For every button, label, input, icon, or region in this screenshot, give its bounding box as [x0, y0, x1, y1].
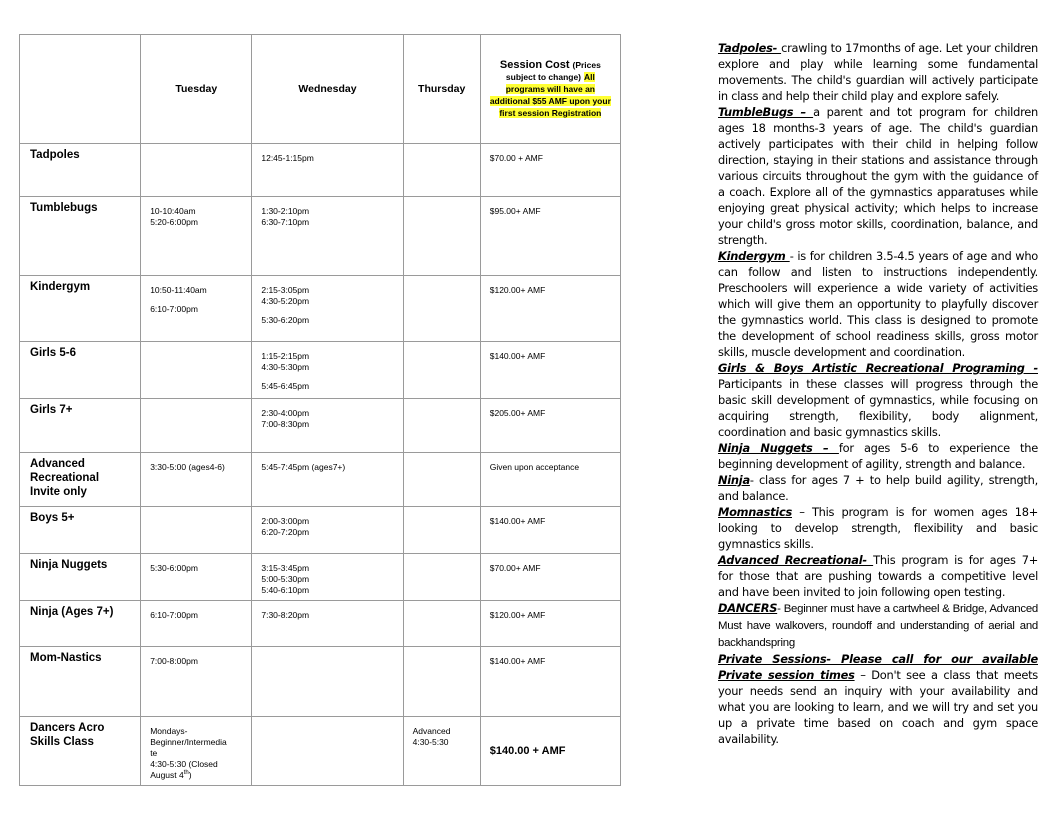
thursday-times	[403, 276, 480, 342]
header-thursday: Thursday	[403, 35, 480, 144]
description-text: for ages 5-6 to experience the beginning development of agility, strength and balance.	[718, 441, 1038, 471]
cost-note: (Prices subject to change)	[505, 59, 601, 83]
time-slot: Mondays-	[150, 726, 188, 737]
session-cost: $205.00+ AMF	[480, 399, 620, 453]
time-slot	[261, 373, 393, 381]
time-slot: 10-10:40am	[150, 206, 196, 216]
table-row	[20, 342, 621, 399]
description-title: Ninja Nuggets –	[718, 441, 839, 455]
time-slot: 6:20-7:20pm	[261, 527, 310, 538]
description-title: Momnastics	[718, 505, 792, 519]
time-slot: 5:20-6:00pm	[150, 217, 198, 228]
wednesday-times	[252, 601, 403, 647]
time-slot	[150, 296, 242, 304]
time-slot: 5:30-6:00pm	[150, 563, 198, 573]
table-row	[20, 507, 621, 554]
description-text: crawling to 17months of age. Let your children explore and play while learning some fundamental movements. The child's guardian will actively participate in class and help their child play and explore safely.	[718, 41, 1039, 103]
time-slot: 6:10-7:00pm	[150, 610, 198, 621]
description-paragraph	[718, 440, 1038, 472]
description-text: - Beginner must have a cartwheel & Bridge, Advanced Must have walkovers, roundoff and understanding of aerial and backhandspring	[718, 603, 1038, 649]
time-slot: 5:45-7:45pm (ages7+)	[261, 462, 346, 472]
time-slot: 6:10-7:00pm	[150, 304, 198, 315]
program-name: Dancers Acro Skills Class	[20, 717, 141, 786]
time-slot: 6:30-7:10pm	[261, 217, 310, 228]
thursday-times	[403, 507, 480, 554]
session-cost: $70.00 + AMF	[480, 144, 620, 197]
table-row	[20, 647, 621, 717]
wednesday-times	[252, 507, 403, 554]
description-title: TumbleBugs –	[718, 105, 814, 119]
thursday-times	[403, 453, 480, 507]
time-slot: 4:30-5:20pm	[261, 296, 310, 307]
tuesday-times	[141, 144, 252, 197]
time-slot: 5:45-6:45pm	[261, 381, 310, 392]
header-program	[20, 35, 141, 144]
description-paragraph	[718, 472, 1038, 504]
header-wednesday: Wednesday	[252, 35, 403, 144]
description-paragraph	[718, 600, 1038, 651]
table-row	[20, 554, 621, 601]
description-title: DANCERS	[718, 601, 778, 615]
program-name: Tadpoles	[20, 144, 141, 197]
time-slot	[150, 770, 242, 781]
wednesday-times	[252, 342, 403, 399]
wednesday-times	[252, 647, 403, 717]
description-title: Private Sessions- Please call for our available Private session times	[718, 652, 1038, 682]
time-slot: 4:30-5:30pm	[261, 362, 310, 373]
wednesday-times	[252, 197, 403, 276]
description-paragraph	[718, 651, 1038, 747]
description-paragraph	[718, 40, 1038, 104]
session-cost: $120.00+ AMF	[480, 601, 620, 647]
description-title: Girls & Boys Artistic Recreational Programing -	[718, 361, 1038, 375]
time-slot: 5:30-6:20pm	[261, 315, 310, 326]
session-cost: Given upon acceptance	[480, 453, 620, 507]
session-cost: $95.00+ AMF	[480, 197, 620, 276]
time-slot: 4:30-5:30 (Closed	[150, 759, 218, 770]
description-text: – This program is for women ages 18+ looking to develop strength, flexibility and basic gymnastics skills.	[718, 505, 1038, 551]
wednesday-times	[252, 453, 403, 507]
program-name: Girls 7+	[20, 399, 141, 453]
session-cost: $70.00+ AMF	[480, 554, 620, 601]
time-slot: 1:15-2:15pm	[261, 351, 310, 361]
time-slot: 5:40-6:10pm	[261, 585, 310, 596]
description-paragraph	[718, 552, 1038, 600]
description-title: Tadpoles-	[718, 41, 782, 55]
program-name: Ninja (Ages 7+)	[20, 601, 141, 647]
program-descriptions	[718, 40, 1038, 747]
wednesday-times	[252, 144, 403, 197]
time-slot: 10:50-11:40am	[150, 285, 207, 295]
description-paragraph	[718, 104, 1038, 248]
time-slot: 4:30-5:30	[412, 737, 449, 748]
description-paragraph	[718, 504, 1038, 552]
description-text: Participants in these classes will progress through the basic skill development of gymnastics, while focusing on acquiring strength, flexibility, body alignment, coordination and basic gymnastics skills.	[718, 377, 1038, 439]
table-row	[20, 453, 621, 507]
program-name: Advanced Recreational Invite only	[20, 453, 141, 507]
tuesday-times	[141, 601, 252, 647]
time-slot: 2:00-3:00pm	[261, 516, 310, 526]
thursday-times	[403, 717, 480, 786]
wednesday-times	[252, 717, 403, 786]
tuesday-times	[141, 717, 252, 786]
wednesday-times	[252, 554, 403, 601]
time-slot: 7:30-8:20pm	[261, 610, 310, 621]
cost-amf-highlight: All programs will have an additional $55 AMF upon your first session Registration	[489, 72, 611, 119]
thursday-times	[403, 399, 480, 453]
session-cost: $120.00+ AMF	[480, 276, 620, 342]
header-tuesday: Tuesday	[141, 35, 252, 144]
description-text: - class for ages 7 + to help build agility, strength, and balance.	[718, 473, 1038, 503]
table-row	[20, 276, 621, 342]
wednesday-times	[252, 399, 403, 453]
description-text: – Don't see a class that meets your needs send an inquiry with your availability and what you are looking to learn, and we will try and set you up a private time based on coach and gym space availability.	[718, 668, 1038, 746]
tuesday-times	[141, 399, 252, 453]
description-text: - is for children 3.5-4.5 years of age and who can follow and listen to instructions independently. Preschoolers will experience a wide variety of activities which will give them an opportunity to playfully discover the gymnastics world. This class is designed to promote the development of school readiness skills, gross motor skills, muscle development and coordination.	[718, 249, 1039, 359]
description-title: Kindergym	[718, 249, 790, 263]
thursday-times	[403, 342, 480, 399]
thursday-times	[403, 601, 480, 647]
tuesday-times	[141, 453, 252, 507]
time-slot: 7:00-8:30pm	[261, 419, 310, 430]
time-slot: Advanced	[412, 726, 451, 737]
time-slot: 12:45-1:15pm	[261, 153, 314, 163]
thursday-times	[403, 144, 480, 197]
tuesday-times	[141, 342, 252, 399]
tuesday-times	[141, 507, 252, 554]
date-close-paren: )	[188, 770, 192, 781]
session-cost: $140.00 + AMF	[480, 717, 620, 786]
thursday-times	[403, 197, 480, 276]
program-name: Mom-Nastics	[20, 647, 141, 717]
tuesday-times	[141, 197, 252, 276]
time-slot: 5:00-5:30pm	[261, 574, 310, 585]
time-slot: 7:00-8:00pm	[150, 656, 198, 667]
table-row	[20, 197, 621, 276]
table-row	[20, 399, 621, 453]
table-row	[20, 144, 621, 197]
session-cost: $140.00+ AMF	[480, 647, 620, 717]
session-cost: $140.00+ AMF	[480, 342, 620, 399]
wednesday-times	[252, 276, 403, 342]
tuesday-times	[141, 276, 252, 342]
description-title: Advanced Recreational-	[718, 553, 874, 567]
time-slot: Beginner/Intermedia	[150, 737, 227, 748]
schedule-table	[19, 34, 621, 786]
program-name: Boys 5+	[20, 507, 141, 554]
thursday-times	[403, 554, 480, 601]
program-name: Girls 5-6	[20, 342, 141, 399]
program-name: Tumblebugs	[20, 197, 141, 276]
time-slot: te	[150, 748, 158, 759]
time-slot: 3:30-5:00 (ages4-6)	[150, 462, 225, 472]
time-slot-text: August 4	[150, 770, 184, 781]
description-title: Ninja	[718, 473, 750, 487]
table-row	[20, 601, 621, 647]
program-name: Kindergym	[20, 276, 141, 342]
description-text: a parent and tot program for children ages 18 months-3 years of age. The child's guardian actively participates with their child in helping follow direction, staying in their stations and assistance through various circuits throughout the gym with the guidance of a coach. Explore all of the gymnastics apparatuses while enjoying great physical activity; which helps to increase your child's gross motor skills, coordination, balance, and strength.	[718, 105, 1038, 247]
thursday-times	[403, 647, 480, 717]
cost-title: Session Cost	[499, 58, 570, 71]
tuesday-times	[141, 647, 252, 717]
time-slot: 2:30-4:00pm	[261, 408, 310, 418]
description-paragraph	[718, 248, 1038, 360]
time-slot: 2:15-3:05pm	[261, 285, 310, 295]
session-cost: $140.00+ AMF	[480, 507, 620, 554]
table-row	[20, 717, 621, 786]
time-slot	[261, 307, 393, 315]
tuesday-times	[141, 554, 252, 601]
header-session-cost	[480, 35, 620, 144]
description-text: This program is for ages 7+ for those that are pushing towards a competitive level and have been invited to join following open testing.	[718, 553, 1038, 599]
description-paragraph	[718, 360, 1038, 440]
program-name: Ninja Nuggets	[20, 554, 141, 601]
time-slot: 1:30-2:10pm	[261, 206, 310, 216]
time-slot: 3:15-3:45pm	[261, 563, 310, 573]
header-row	[20, 35, 621, 144]
date-suffix: th	[183, 770, 189, 777]
